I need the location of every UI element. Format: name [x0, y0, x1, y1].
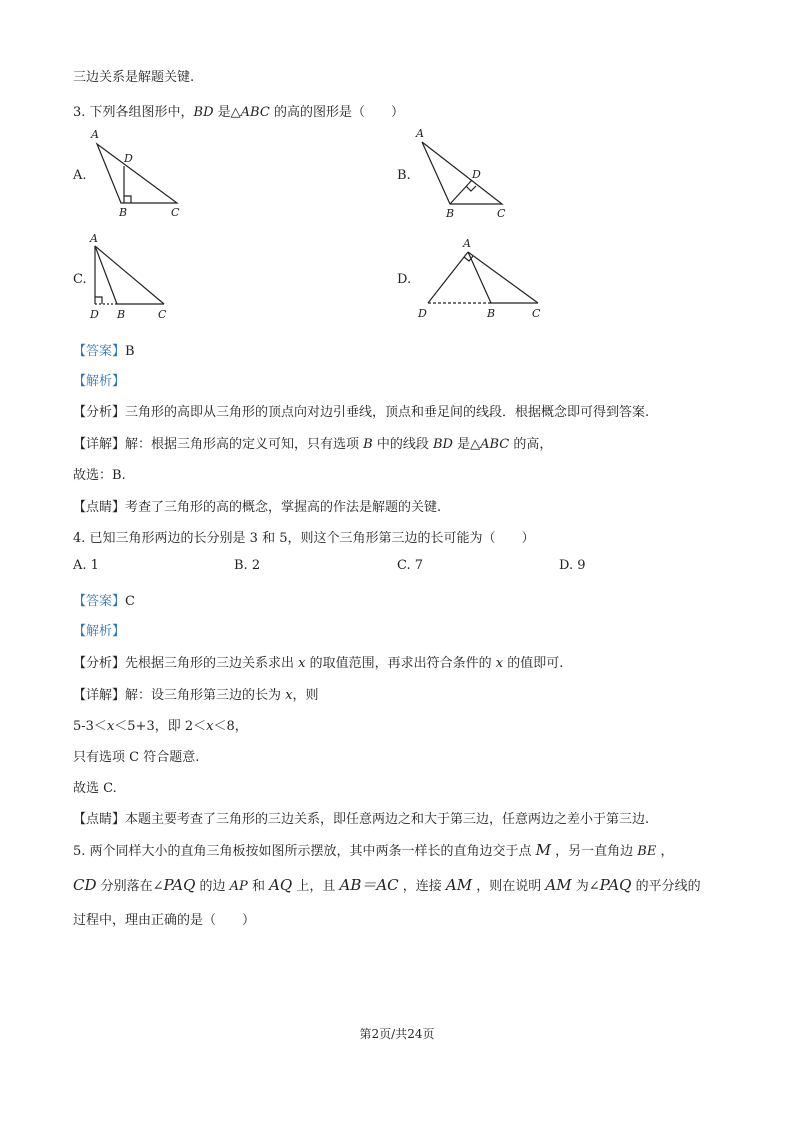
label-a: A [91, 128, 99, 141]
q4-option-b: B. 2 [234, 558, 261, 573]
option-c-label: C. [73, 272, 87, 287]
label-c: C [532, 307, 541, 320]
detail-line: 【详解】解：设三角形第三边的长为 x，则 [73, 688, 319, 703]
option-b-label: B. [397, 168, 411, 183]
page-footer: 第2页/共24页 [359, 1027, 435, 1041]
detail-line: 【详解】解：根据三角形高的定义可知，只有选项 B 中的线段 BD 是△ABC 的高， [73, 437, 553, 452]
analysis-line: 【分析】先根据三角形的三边关系求出 x 的取值范围，再求出符合条件的 x 的值即可. [73, 656, 564, 671]
label-d: D [472, 168, 481, 181]
label-b: B [446, 207, 455, 220]
question-5-stem-2: CD 分别落在∠PAQ 的边 AP 和 AQ 上，且 AB＝AC ，连接 AM ，则在说明 AM 为∠PAQ 的平分线的 [73, 876, 701, 894]
q4-option-d: D. 9 [559, 558, 586, 573]
option-a-label: A. [73, 168, 87, 183]
answer-line: 【答案】C [73, 594, 135, 609]
label-a: A [463, 237, 471, 250]
analysis-tag-line: 【解析】 [73, 624, 126, 639]
answer-line: 【答案】B [73, 344, 135, 359]
comment-line: 【点睛】本题主要考查了三角形的三边关系，即任意两边之和大于第三边，任意两边之差小于第三边. [73, 812, 650, 827]
label-b: B [487, 307, 496, 320]
text-line: 三边关系是解题关键. [73, 70, 195, 85]
label-d: D [124, 152, 133, 165]
label-c: C [497, 207, 506, 220]
answer-tag: 【答案】 [73, 344, 126, 359]
inequality-line: 5-3＜x＜5+3，即 2＜x＜8， [73, 719, 248, 734]
label-d: D [90, 308, 99, 321]
label-a: A [90, 232, 98, 245]
q4-option-a: A. 1 [73, 558, 99, 573]
label-b: B [117, 308, 126, 321]
question-5-stem-3: 过程中，理由正确的是（ ） [73, 913, 256, 928]
label-c: C [171, 206, 180, 219]
question-5-stem-1: 5. 两个同样大小的直角三角板按如图所示摆放，其中两条一样长的直角边交于点 M ，另一直角边 BE ， [73, 841, 674, 859]
comment-line: 【点睛】考查了三角形的高的概念，掌握高的作法是解题的关键. [73, 500, 442, 515]
choose-line: 故选：B. [73, 468, 126, 483]
analysis-line: 【分析】三角形的高即从三角形的顶点向对边引垂线，顶点和垂足间的线段．根据概念即可得到答案. [73, 405, 650, 420]
question-3-stem: 3. 下列各组图形中，BD 是△ABC 的高的图形是（ ） [73, 105, 404, 120]
q4-option-c: C. 7 [397, 558, 424, 573]
question-4-stem: 4. 已知三角形两边的长分别是 3 和 5，则这个三角形第三边的长可能为（ ） [73, 531, 535, 546]
label-d: D [418, 307, 427, 320]
option-d-label: D. [397, 272, 412, 287]
analysis-tag-line: 【解析】 [73, 374, 126, 389]
label-a: A [416, 127, 424, 140]
text-line: 只有选项 C 符合题意. [73, 750, 200, 765]
choose-line: 故选 C. [73, 781, 117, 796]
label-b: B [119, 206, 128, 219]
label-c: C [158, 308, 167, 321]
